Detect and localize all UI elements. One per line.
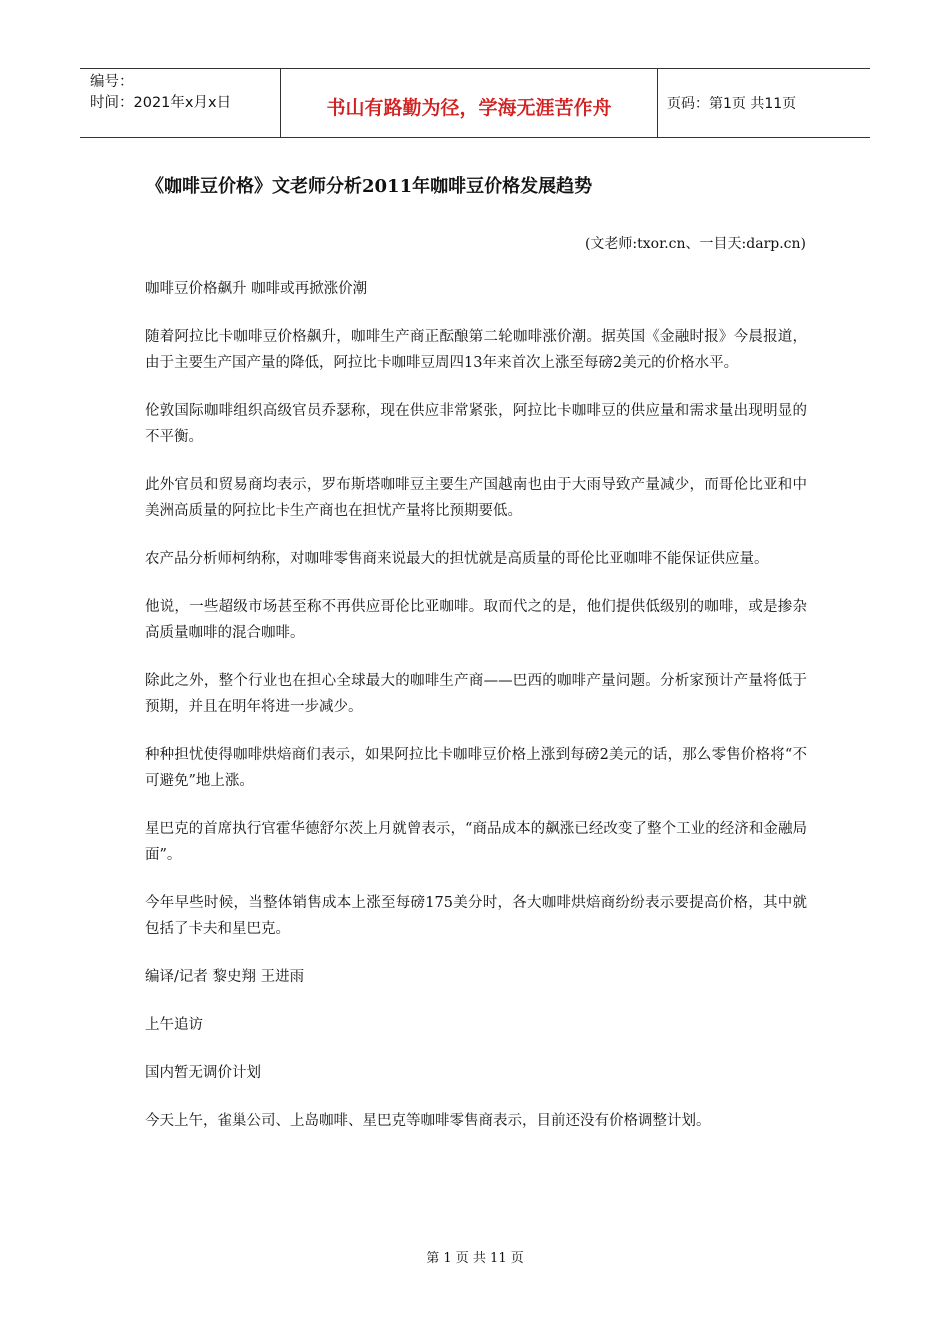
paragraph: 编译/记者 黎史翔 王进雨 xyxy=(145,969,305,985)
paragraph: 此外官员和贸易商均表示，罗布斯塔咖啡豆主要生产国越南也由于大雨导致产量减少，而哥伦比亚和中美洲高质量的阿拉比卡生产商也在担忧产量将比预期要低。 xyxy=(145,477,807,519)
paragraph: 伦敦国际咖啡组织高级官员乔瑟称，现在供应非常紧张，阿拉比卡咖啡豆的供应量和需求量出现明显的不平衡。 xyxy=(145,403,807,445)
paragraph: 他说，一些超级市场甚至称不再供应哥伦比亚咖啡。取而代之的是，他们提供低级别的咖啡，或是掺杂高质量咖啡的混合咖啡。 xyxy=(145,599,807,641)
article-title: 《咖啡豆价格》文老师分析2011年咖啡豆价格发展趋势 xyxy=(146,176,593,197)
paragraph: 星巴克的首席执行官霍华德舒尔茨上月就曾表示，“商品成本的飙涨已经改变了整个工业的经济和金融局面”。 xyxy=(145,821,807,863)
paragraph: 咖啡豆价格飙升 咖啡或再掀涨价潮 xyxy=(145,281,368,297)
paragraph: 除此之外，整个行业也在担心全球最大的咖啡生产商——巴西的咖啡产量问题。分析家预计产量将低于预期，并且在明年将进一步减少。 xyxy=(145,673,807,715)
header-table xyxy=(80,68,870,138)
article-body xyxy=(145,276,807,1156)
paragraph: 随着阿拉比卡咖啡豆价格飙升，咖啡生产商正酝酿第二轮咖啡涨价潮。据英国《金融时报》今晨报道，由于主要生产国产量的降低，阿拉比卡咖啡豆周四13年来首次上涨至每磅2美元的价格水平。 xyxy=(145,329,807,371)
paragraph: 今年早些时候，当整体销售成本上涨至每磅175美分时，各大咖啡烘焙商纷纷表示要提高价格，其中就包括了卡夫和星巴克。 xyxy=(145,895,807,937)
paragraph: 种种担忧使得咖啡烘焙商们表示，如果阿拉比卡咖啡豆价格上涨到每磅2美元的话，那么零售价格将“不可避免”地上涨。 xyxy=(145,747,807,789)
article-author: (文老师:txor.cn、一目天:darp.cn) xyxy=(584,236,806,252)
page-info: 页码：第1页 共11页 xyxy=(667,96,797,112)
page-footer: 第 1 页 共 11 页 xyxy=(426,1251,524,1266)
paragraph: 今天上午，雀巢公司、上岛咖啡、星巴克等咖啡零售商表示，目前还没有价格调整计划。 xyxy=(145,1113,711,1129)
paragraph: 国内暂无调价计划 xyxy=(145,1065,261,1081)
number-label: 编号： xyxy=(90,74,134,90)
motto: 书山有路勤为径，学海无涯苦作舟 xyxy=(281,69,658,137)
header-left-cell xyxy=(80,69,281,137)
paragraph: 上午追访 xyxy=(145,1017,203,1033)
paragraph: 农产品分析师柯纳称，对咖啡零售商来说最大的担忧就是高质量的哥伦比亚咖啡不能保证供应量。 xyxy=(145,551,769,567)
time-label: 时间：2021年x月x日 xyxy=(90,95,232,111)
